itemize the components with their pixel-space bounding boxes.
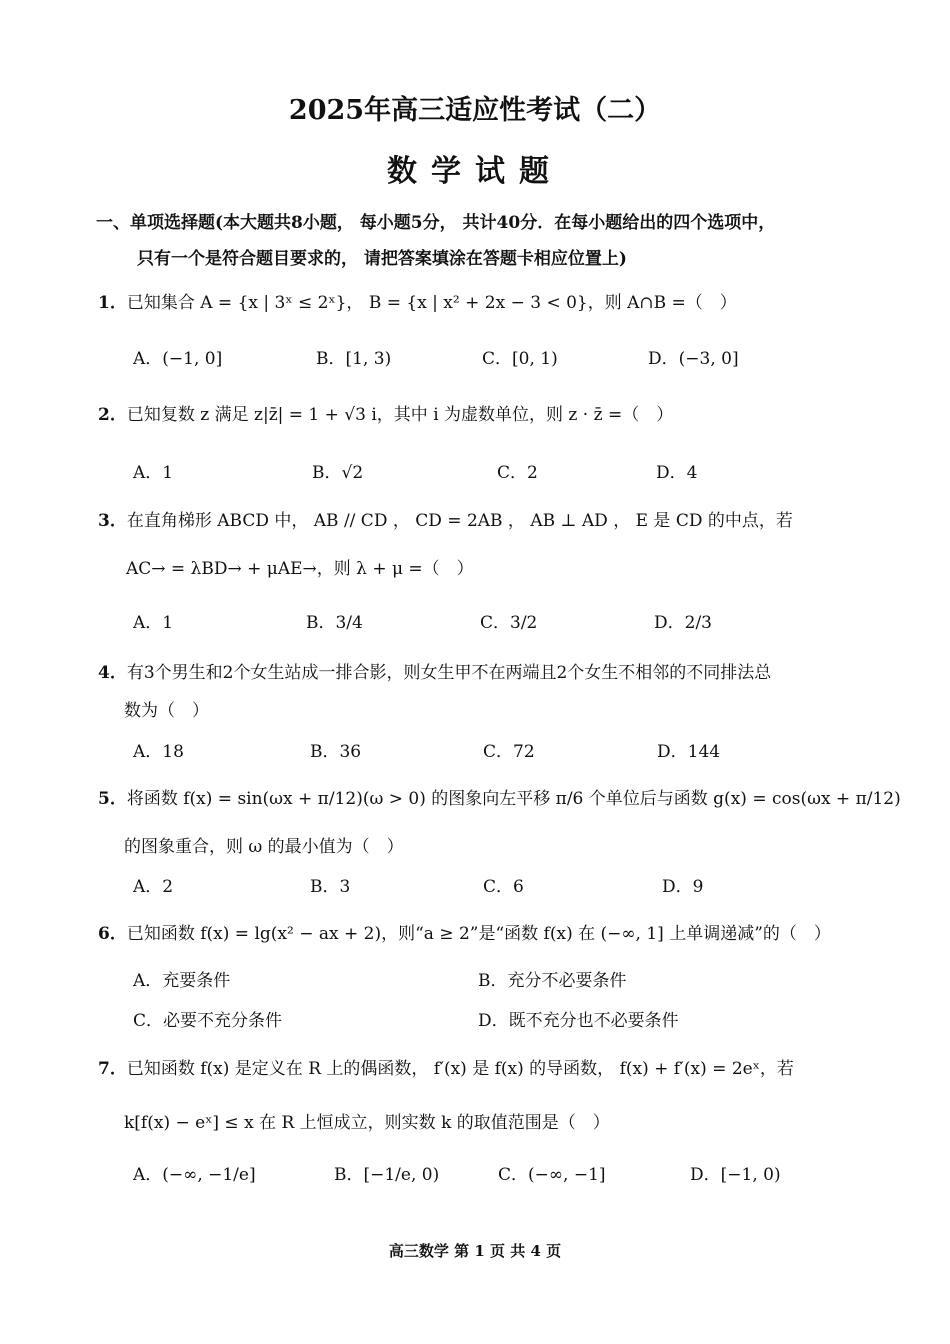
exam-subtitle: 数学试题 [387,154,563,189]
question-text-line1: 将函数 f(x) = sin(ωx + π/12)(ω > 0) 的图象向左平移 π/6 个单位后与函数 g(x) = cos(ωx + π/12) [126,789,901,809]
question-number: 5． [98,789,127,809]
q3-option-a: A．1 [133,613,174,633]
question-7 [98,1054,794,1079]
exam-title: 2025年高三适应性考试（二） [288,95,662,126]
question-1 [98,288,737,313]
q5-option-a: A．2 [133,877,174,897]
q7-option-a: A．(−∞, −1/e] [133,1165,256,1185]
q4-option-a: A．18 [133,742,184,762]
question-text-line1: 已知函数 f(x) 是定义在 R 上的偶函数， f′(x) 是 f(x) 的导函数， f(x) + f′(x) = 2eˣ，若 [126,1059,794,1079]
q1-option-c: C．[0, 1) [482,349,558,369]
question-number: 6． [98,924,127,944]
question-text: 已知函数 f(x) = lg(x² − ax + 2)，则“a ≥ 2”是“函数 f(x) 在 (−∞, 1] 上单调递减”的（ ） [126,924,831,944]
q2-option-b: B．√2 [312,463,364,483]
question-4 [98,658,771,683]
question-2 [98,400,673,425]
question-number: 2． [98,405,127,425]
question-6 [98,919,831,944]
q5-option-c: C．6 [483,877,524,897]
q2-option-a: A．1 [133,463,174,483]
section-instructions-line1: 一、单项选择题(本大题共8小题， 每小题5分， 共计40分．在每小题给出的四个选项中， [96,213,776,233]
question-text-line1: 有3个男生和2个女生站成一排合影，则女生甲不在两端且2个女生不相邻的不同排法总 [126,663,772,683]
question-7-line2: k[f(x) − eˣ] ≤ x 在 R 上恒成立，则实数 k 的取值范围是（ ） [124,1113,610,1133]
q2-option-c: C．2 [497,463,538,483]
question-text: 已知集合 A = {x | 3ˣ ≤ 2ˣ}， B = {x | x² + 2x − 3 < 0}，则 A∩B =（ ） [126,293,737,313]
q4-option-c: C．72 [483,742,535,762]
question-number: 4． [98,663,127,683]
question-3-line2: AC→ = λBD→ + μAE→，则 λ + μ =（ ） [126,559,474,579]
question-number: 3． [98,511,127,531]
question-number: 1． [98,293,127,313]
q6-option-d: D．既不充分也不必要条件 [478,1011,679,1031]
q6-option-a: A．充要条件 [133,971,231,991]
q4-option-d: D．144 [657,742,721,762]
q2-option-d: D．4 [656,463,698,483]
page-footer: 高三数学 第 1 页 共 4 页 [388,1242,562,1260]
q3-option-c: C．3/2 [480,613,538,633]
question-5 [98,784,901,809]
question-number: 7． [98,1059,127,1079]
q6-option-c: C．必要不充分条件 [133,1011,283,1031]
q3-option-b: B．3/4 [306,613,363,633]
question-text: 已知复数 z 满足 z|z̄| = 1 + √3 i，其中 i 为虚数单位，则 z · z̄ =（ ） [126,405,674,425]
q6-option-b: B．充分不必要条件 [478,971,627,991]
q7-option-d: D．[−1, 0) [690,1165,781,1185]
q5-option-b: B．3 [310,877,351,897]
question-5-line2: 的图象重合，则 ω 的最小值为（ ） [124,837,404,857]
q4-option-b: B．36 [310,742,362,762]
q1-option-a: A．(−1, 0] [133,349,223,369]
q1-option-d: D．(−3, 0] [648,349,739,369]
question-4-line2: 数为（ ） [124,701,209,721]
q5-option-d: D．9 [662,877,704,897]
q7-option-c: C．(−∞, −1] [498,1165,606,1185]
section-instructions-line2: 只有一个是符合题目要求的， 请把答案填涂在答题卡相应位置上) [137,249,627,269]
q1-option-b: B．[1, 3) [316,349,392,369]
question-3 [98,506,793,531]
question-text-line1: 在直角梯形 ABCD 中， AB // CD ， CD = 2AB ， AB ⊥ AD ， E 是 CD 的中点，若 [126,511,793,531]
q7-option-b: B．[−1/e, 0) [334,1165,440,1185]
q3-option-d: D．2/3 [654,613,712,633]
